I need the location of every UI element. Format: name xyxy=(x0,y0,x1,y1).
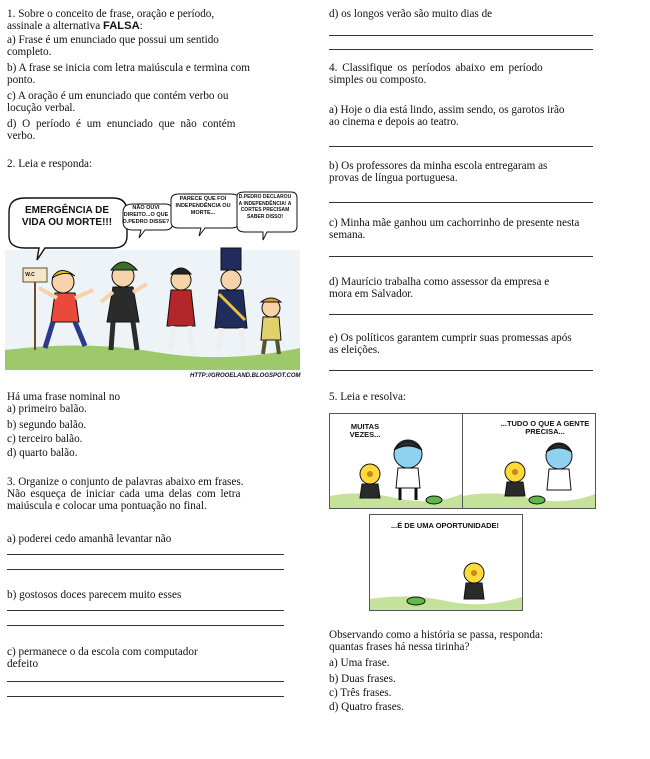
q2-prompt: Há uma frase nominal no xyxy=(7,391,121,403)
q4-e-answer-line[interactable] xyxy=(329,370,593,371)
q3-b-answer-line-1[interactable] xyxy=(7,610,284,611)
q3-item-a: a) poderei cedo amanhã levantar não xyxy=(7,533,172,545)
q5-option-b: b) Duas frases. xyxy=(329,673,396,685)
q1-colon: : xyxy=(139,20,143,32)
bubble-emergencia-text: EMERGÊNCIA DE VIDA OU MORTE!!! xyxy=(21,205,113,228)
q3-a-answer-line-2[interactable] xyxy=(7,569,284,570)
comic-panel-3-text: ...É DE UMA OPORTUNIDADE! xyxy=(390,521,500,530)
q3-line3: maiúscula e colocar uma pontuação no final. xyxy=(7,500,207,512)
q1-option-c-line2: locução verbal. xyxy=(7,102,76,114)
q4-item-a-line2: ao cinema e depois ao teatro. xyxy=(329,116,459,128)
q4-b-answer-line[interactable] xyxy=(329,202,593,203)
q5-question-line1: Observando como a história se passa, responda: xyxy=(329,629,544,641)
q3-c-answer-line-2[interactable] xyxy=(7,696,284,697)
q3-item-c-line2: defeito xyxy=(7,658,39,670)
q1-keyword-falsa: FALSA xyxy=(102,20,140,32)
bubble-dpedro-text: D.PEDRO DECLAROU A INDEPENDÊNCIA! A CORTES PRECISAM SABER DISSO! xyxy=(238,194,292,220)
q3-item-c-line1: c) permanece o da escola com computador xyxy=(7,646,198,658)
q5-option-d: d) Quatro frases. xyxy=(329,701,404,713)
q2-option-d: d) quarto balão. xyxy=(7,447,78,459)
q4-item-b-line2: provas de língua portuguesa. xyxy=(329,172,458,184)
q4-title-line2: simples ou composto. xyxy=(329,74,427,86)
bubble-parece-text: PARECE QUE FOI INDEPENDÊNCIA OU MORTE... xyxy=(175,196,231,216)
q1-option-b-line2: ponto. xyxy=(7,74,36,86)
q4-title-line1: 4. Classifique os períodos abaixo em período xyxy=(329,62,543,74)
q4-item-a-line1: a) Hoje o dia está lindo, assim sendo, os garotos irão xyxy=(329,104,565,116)
q5-title: 5. Leia e resolva: xyxy=(329,391,407,403)
q4-item-b-line1: b) Os professores da minha escola entregaram as xyxy=(329,160,548,172)
q4-item-e-line2: as eleições. xyxy=(329,344,380,356)
bubble-naoouvi-text: NÃO OUVI DIREITO...O QUE D.PEDRO DISSE? xyxy=(122,205,170,225)
q5-option-c: c) Três frases. xyxy=(329,687,392,699)
q1-option-a-line2: completo. xyxy=(7,46,52,58)
wc-sign-text: W.C xyxy=(25,272,35,278)
q1d-answer-line-1[interactable] xyxy=(329,35,593,36)
comic-url: HTTP://GROOELAND.BLOGSPOT.COM xyxy=(190,373,301,379)
q4-c-answer-line[interactable] xyxy=(329,256,593,257)
q5-option-a: a) Uma frase. xyxy=(329,657,390,669)
q1-option-c-line1: c) A oração é um enunciado que contém verbo ou xyxy=(7,90,229,102)
q1-option-d-line1: d) O período é um enunciado que não contém xyxy=(7,118,236,130)
q1-option-a-line1: a) Frase é um enunciado que possui um sentido xyxy=(7,34,219,46)
q1-line2 xyxy=(7,20,143,32)
q3-line2: Não esqueça de iniciar cada uma delas com letra xyxy=(7,488,241,500)
q1-option-b-line1: b) A frase se inicia com letra maiúscula e termina com xyxy=(7,62,250,74)
q4-item-c-line1: c) Minha mãe ganhou um cachorrinho de presente nesta xyxy=(329,217,580,229)
q3-title: 3. Organize o conjunto de palavras abaixo em frases. xyxy=(7,476,244,488)
q1-prompt: assinale a alternativa xyxy=(7,20,103,32)
q2-option-a: a) primeiro balão. xyxy=(7,403,87,415)
q4-item-d-line2: mora em Salvador. xyxy=(329,288,414,300)
q3-a-answer-line-1[interactable] xyxy=(7,554,284,555)
q3-c-answer-line-1[interactable] xyxy=(7,681,284,682)
comic-panel-2-text: ...TUDO O QUE A GENTE PRECISA... xyxy=(500,419,590,436)
q1-option-d-word-list: d) os longos verão são muito dias de xyxy=(329,8,493,20)
q5-question-line2: quantas frases há nessa tirinha? xyxy=(329,641,470,653)
q4-item-d-line1: d) Maurício trabalha como assessor da empresa e xyxy=(329,276,550,288)
q4-d-answer-line[interactable] xyxy=(329,314,593,315)
q4-item-e-line1: e) Os políticos garantem cumprir suas promessas após xyxy=(329,332,572,344)
q4-item-c-line2: semana. xyxy=(329,229,366,241)
q2-option-c: c) terceiro balão. xyxy=(7,433,83,445)
q1-line1: 1. Sobre o conceito de frase, oração e período, xyxy=(7,8,215,20)
comic-panel-1-text: MUITAS VEZES... xyxy=(349,422,381,439)
q1d-answer-line-2[interactable] xyxy=(329,49,593,50)
q4-a-answer-line[interactable] xyxy=(329,146,593,147)
q2-option-b: b) segundo balão. xyxy=(7,419,87,431)
q3-b-answer-line-2[interactable] xyxy=(7,625,284,626)
q3-item-b: b) gostosos doces parecem muito esses xyxy=(7,589,182,601)
q2-title: 2. Leia e responda: xyxy=(7,158,93,170)
q1-option-d-line2: verbo. xyxy=(7,130,36,142)
